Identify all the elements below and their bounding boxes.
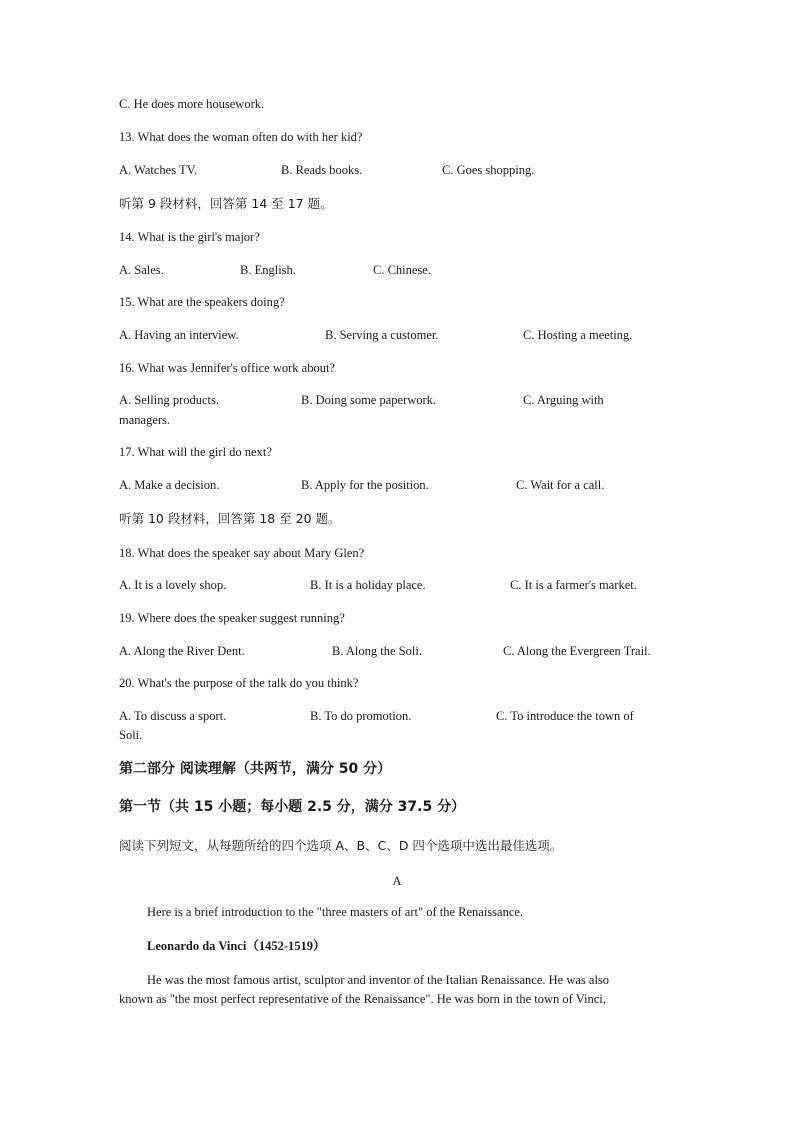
option-14c: C. Chinese. xyxy=(373,263,431,277)
option-20b: B. To do promotion. xyxy=(310,709,412,723)
option-18b: B. It is a holiday place. xyxy=(310,578,426,592)
option-12c: C. He does more housework. xyxy=(119,97,265,111)
option-17a: A. Make a decision. xyxy=(119,478,220,492)
option-18c: C. It is a farmer's market. xyxy=(510,578,637,592)
option-20c: C. To introduce the town of xyxy=(496,709,634,723)
option-13b: B. Reads books. xyxy=(281,163,363,177)
option-15b: B. Serving a customer. xyxy=(325,328,439,342)
option-13a: A. Watches TV. xyxy=(119,163,198,177)
paragraph-line-1: He was the most famous artist, sculptor and inventor of the Italian Renaissance. He was also xyxy=(147,973,610,987)
option-19c: C. Along the Evergreen Trail. xyxy=(503,644,651,658)
question-16: 16. What was Jennifer's office work about? xyxy=(119,361,335,375)
option-15a: A. Having an interview. xyxy=(119,328,239,342)
option-13c: C. Goes shopping. xyxy=(442,163,535,177)
option-14a: A. Sales. xyxy=(119,263,164,277)
passage-subheading: Leonardo da Vinci（1452-1519） xyxy=(147,939,326,953)
question-19: 19. Where does the speaker suggest running? xyxy=(119,611,345,625)
option-14b: B. English. xyxy=(240,263,296,277)
passage-label: A xyxy=(392,874,402,888)
option-15c: C. Hosting a meeting. xyxy=(523,328,633,342)
option-20a: A. To discuss a sport. xyxy=(119,709,227,723)
section-10-instruction: 听第 10 段材料，回答第 18 至 20 题。 xyxy=(119,511,341,526)
passage-intro: Here is a brief introduction to the "three masters of art" of the Renaissance. xyxy=(147,905,524,919)
paragraph-line-2: known as "the most perfect representative of the Renaissance". He was born in the town of Vinci, xyxy=(119,992,606,1006)
option-19a: A. Along the River Dent. xyxy=(119,644,245,658)
question-13: 13. What does the woman often do with her kid? xyxy=(119,130,363,144)
question-14: 14. What is the girl's major? xyxy=(119,230,260,244)
option-18a: A. It is a lovely shop. xyxy=(119,578,227,592)
reading-instruction: 阅读下列短文，从每题所给的四个选项 A、B、C、D 四个选项中选出最佳选项。 xyxy=(119,838,563,853)
option-16b: B. Doing some paperwork. xyxy=(301,393,437,407)
question-15: 15. What are the speakers doing? xyxy=(119,295,285,309)
question-18: 18. What does the speaker say about Mary Glen? xyxy=(119,546,365,560)
option-19b: B. Along the Soli. xyxy=(332,644,422,658)
option-16c-continued: managers. xyxy=(119,413,171,427)
section-9-instruction: 听第 9 段材料，回答第 14 至 17 题。 xyxy=(119,196,333,211)
section-one-heading: 第一节（共 15 小题；每小题 2.5 分，满分 37.5 分） xyxy=(119,799,466,815)
option-17b: B. Apply for the position. xyxy=(301,478,429,492)
question-20: 20. What's the purpose of the talk do you think? xyxy=(119,676,359,690)
part-two-heading: 第二部分 阅读理解（共两节，满分 50 分） xyxy=(119,761,392,777)
option-16a: A. Selling products. xyxy=(119,393,219,407)
question-17: 17. What will the girl do next? xyxy=(119,445,272,459)
option-20c-continued: Soli. xyxy=(119,728,143,742)
option-17c: C. Wait for a call. xyxy=(516,478,605,492)
option-16c: C. Arguing with xyxy=(523,393,604,407)
